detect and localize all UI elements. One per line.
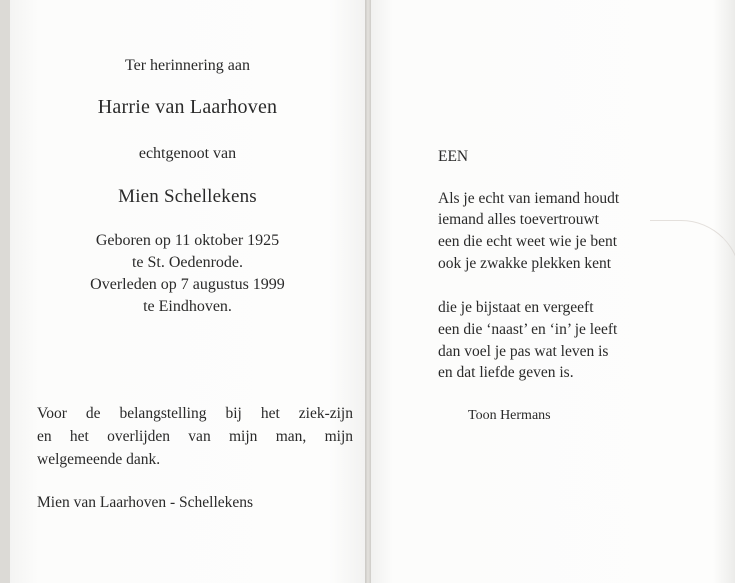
died-date: Overleden op 7 augustus 1999	[90, 276, 285, 293]
deceased-name: Harrie van Laarhoven	[97, 96, 278, 118]
poem-line: Als je echt van iemand houdt	[438, 190, 620, 207]
poem-line: ook je zwakke plekken kent	[438, 255, 612, 272]
signature: Mien van Laarhoven - Schellekens	[37, 494, 254, 511]
poem-line: een die echt weet wie je bent	[438, 233, 618, 250]
poem-line: en dat liefde geven is.	[438, 364, 574, 381]
thanks-line-2: en het overlijden van mijn man, mijn	[37, 428, 353, 445]
born-place: te St. Oedenrode.	[131, 254, 244, 271]
thanks-line-3: welgemeende dank.	[37, 451, 161, 468]
poem-title: EEN	[438, 148, 469, 165]
spouse-name: Mien Schellekens	[118, 186, 257, 207]
born-date: Geboren op 11 oktober 1925	[95, 232, 280, 249]
poem-line: iemand alles toevertrouwt	[438, 211, 599, 228]
poem-author: Toon Hermans	[468, 408, 551, 423]
thanks-line-1: Voor de belangstelling bij het ziek-zijn	[37, 405, 353, 422]
poem-line: die je bijstaat en vergeeft	[438, 299, 594, 316]
paper-crease	[650, 220, 735, 361]
relation-text: echtgenoot van	[138, 145, 237, 162]
intro-text: Ter herinnering aan	[124, 57, 251, 74]
poem-line: een die ‘naast’ en ‘in’ je leeft	[438, 321, 618, 338]
poem-line: dan voel je pas wat leven is	[438, 343, 609, 360]
died-place: te Eindhoven.	[143, 298, 232, 315]
